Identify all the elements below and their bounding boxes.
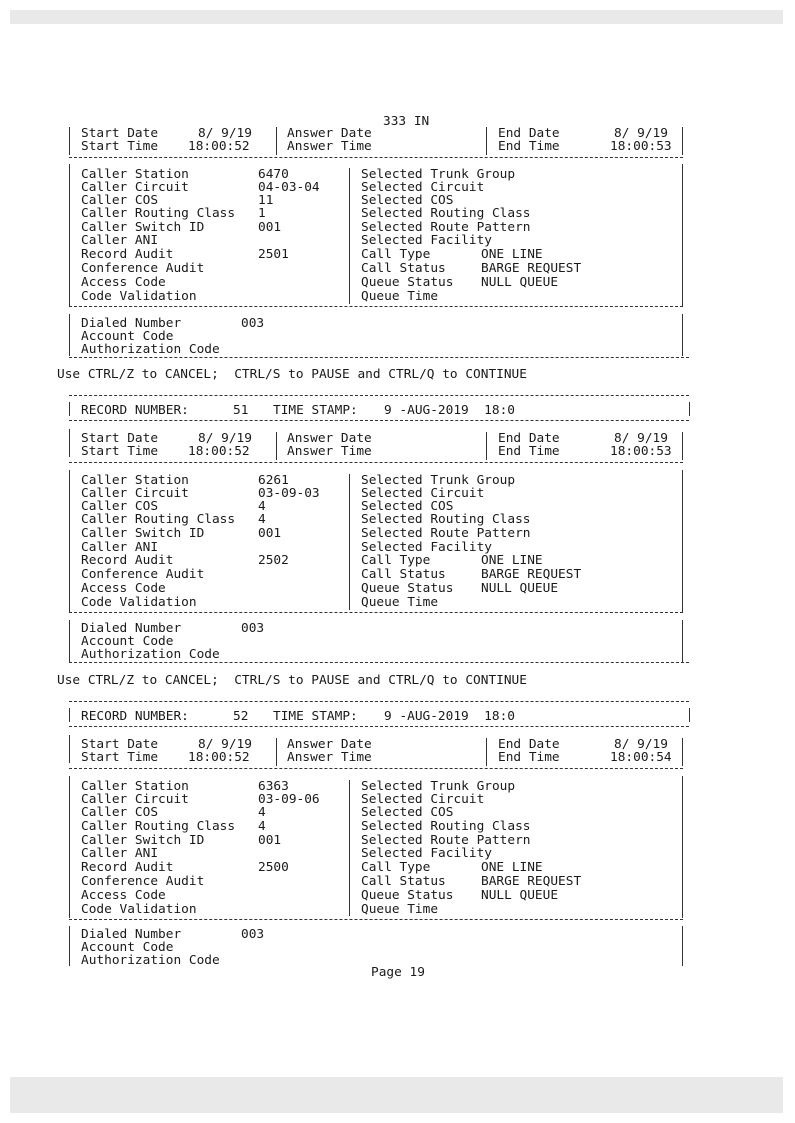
selected-cos-label: Selected COS <box>361 805 454 820</box>
call-status-label: Call Status <box>361 874 446 889</box>
caller-cos-value: 11 <box>258 193 274 208</box>
queue-status-value: NULL QUEUE <box>481 275 559 290</box>
call-status-label: Call Status <box>361 567 446 582</box>
selected-routing-class-label: Selected Routing Class <box>361 819 531 834</box>
caller-station-label: Caller Station <box>81 473 189 488</box>
caller-cos-value: 4 <box>258 805 266 820</box>
caller-routing-class-value: 1 <box>258 206 266 221</box>
end-time-value: 18:00:53 <box>610 444 672 459</box>
caller-cos-label: Caller COS <box>81 499 159 514</box>
account-code-label: Account Code <box>81 634 174 649</box>
end-date-label: End Date <box>498 431 560 446</box>
dialed-number-label: Dialed Number <box>81 316 182 331</box>
start-date-value: 8/ 9/19 <box>198 737 252 752</box>
caller-ani-label: Caller ANI <box>81 233 159 248</box>
start-date-label: Start Date <box>81 431 159 446</box>
code-validation-label: Code Validation <box>81 595 197 610</box>
caller-cos-value: 4 <box>258 499 266 514</box>
call-status-value: BARGE REQUEST <box>481 567 582 582</box>
continue-prompt: Use CTRL/Z to CANCEL; CTRL/S to PAUSE and CTRL/Q to CONTINUE <box>57 367 527 382</box>
call-type-label: Call Type <box>361 553 431 568</box>
conference-audit-label: Conference Audit <box>81 261 205 276</box>
answer-time-label: Answer Time <box>287 750 372 765</box>
start-date-label: Start Date <box>81 737 159 752</box>
end-time-value: 18:00:53 <box>610 139 672 154</box>
queue-status-label: Queue Status <box>361 888 454 903</box>
queue-status-label: Queue Status <box>361 275 454 290</box>
record-audit-value: 2501 <box>258 247 289 262</box>
answer-date-label: Answer Date <box>287 737 372 752</box>
end-date-value: 8/ 9/19 <box>614 737 668 752</box>
selected-route-pattern-label: Selected Route Pattern <box>361 833 531 848</box>
selected-route-pattern-label: Selected Route Pattern <box>361 220 531 235</box>
authorization-code-label: Authorization Code <box>81 953 220 968</box>
end-date-value: 8/ 9/19 <box>614 126 668 141</box>
selected-trunk-group-label: Selected Trunk Group <box>361 473 516 488</box>
queue-status-value: NULL QUEUE <box>481 888 559 903</box>
code-validation-label: Code Validation <box>81 289 197 304</box>
selected-circuit-label: Selected Circuit <box>361 180 485 195</box>
caller-switch-id-value: 001 <box>258 833 282 848</box>
dialed-number-value: 003 <box>241 927 265 942</box>
call-type-value: ONE LINE <box>481 860 543 875</box>
access-code-label: Access Code <box>81 275 166 290</box>
conference-audit-label: Conference Audit <box>81 567 205 582</box>
caller-switch-id-label: Caller Switch ID <box>81 526 205 541</box>
start-date-value: 8/ 9/19 <box>198 126 252 141</box>
record-number-value: 52 <box>233 709 249 724</box>
call-type-label: Call Type <box>361 247 431 262</box>
page-header: 333 IN <box>383 114 430 129</box>
scan-edge-top <box>10 10 783 24</box>
caller-cos-label: Caller COS <box>81 805 159 820</box>
dialed-number-label: Dialed Number <box>81 621 182 636</box>
caller-circuit-value: 03-09-03 <box>258 486 320 501</box>
start-time-value: 18:00:52 <box>188 750 250 765</box>
caller-routing-class-label: Caller Routing Class <box>81 206 236 221</box>
call-type-label: Call Type <box>361 860 431 875</box>
page-footer: Page 19 <box>371 965 425 980</box>
record-number-label: RECORD NUMBER: <box>81 403 189 418</box>
queue-status-label: Queue Status <box>361 581 454 596</box>
caller-routing-class-label: Caller Routing Class <box>81 512 236 527</box>
selected-trunk-group-label: Selected Trunk Group <box>361 167 516 182</box>
dialed-number-value: 003 <box>241 621 265 636</box>
selected-trunk-group-label: Selected Trunk Group <box>361 779 516 794</box>
code-validation-label: Code Validation <box>81 902 197 917</box>
answer-date-label: Answer Date <box>287 126 372 141</box>
selected-cos-label: Selected COS <box>361 193 454 208</box>
call-status-label: Call Status <box>361 261 446 276</box>
queue-time-label: Queue Time <box>361 289 439 304</box>
caller-ani-label: Caller ANI <box>81 540 159 555</box>
start-date-label: Start Date <box>81 126 159 141</box>
end-time-label: End Time <box>498 750 560 765</box>
selected-routing-class-label: Selected Routing Class <box>361 512 531 527</box>
end-time-label: End Time <box>498 139 560 154</box>
time-stamp-value: 9 -AUG-2019 18:0 <box>384 709 515 724</box>
record-audit-value: 2502 <box>258 553 289 568</box>
authorization-code-label: Authorization Code <box>81 647 220 662</box>
call-type-value: ONE LINE <box>481 247 543 262</box>
queue-time-label: Queue Time <box>361 902 439 917</box>
start-time-value: 18:00:52 <box>188 139 250 154</box>
selected-circuit-label: Selected Circuit <box>361 792 485 807</box>
call-type-value: ONE LINE <box>481 553 543 568</box>
start-time-label: Start Time <box>81 139 159 154</box>
account-code-label: Account Code <box>81 940 174 955</box>
call-status-value: BARGE REQUEST <box>481 261 582 276</box>
answer-time-label: Answer Time <box>287 139 372 154</box>
queue-time-label: Queue Time <box>361 595 439 610</box>
caller-switch-id-value: 001 <box>258 220 282 235</box>
caller-circuit-label: Caller Circuit <box>81 180 189 195</box>
selected-facility-label: Selected Facility <box>361 846 492 861</box>
selected-facility-label: Selected Facility <box>361 540 492 555</box>
caller-ani-label: Caller ANI <box>81 846 159 861</box>
caller-routing-class-value: 4 <box>258 512 266 527</box>
selected-circuit-label: Selected Circuit <box>361 486 485 501</box>
call-status-value: BARGE REQUEST <box>481 874 582 889</box>
continue-prompt: Use CTRL/Z to CANCEL; CTRL/S to PAUSE and CTRL/Q to CONTINUE <box>57 673 527 688</box>
start-time-value: 18:00:52 <box>188 444 250 459</box>
scan-edge-bottom <box>10 1077 783 1113</box>
end-date-value: 8/ 9/19 <box>614 431 668 446</box>
caller-station-label: Caller Station <box>81 779 189 794</box>
caller-station-value: 6470 <box>258 167 289 182</box>
answer-time-label: Answer Time <box>287 444 372 459</box>
caller-circuit-value: 04-03-04 <box>258 180 320 195</box>
dialed-number-label: Dialed Number <box>81 927 182 942</box>
account-code-label: Account Code <box>81 329 174 344</box>
caller-station-label: Caller Station <box>81 167 189 182</box>
start-time-label: Start Time <box>81 750 159 765</box>
queue-status-value: NULL QUEUE <box>481 581 559 596</box>
time-stamp-label: TIME STAMP: <box>273 709 358 724</box>
selected-cos-label: Selected COS <box>361 499 454 514</box>
conference-audit-label: Conference Audit <box>81 874 205 889</box>
record-audit-value: 2500 <box>258 860 289 875</box>
access-code-label: Access Code <box>81 888 166 903</box>
selected-routing-class-label: Selected Routing Class <box>361 206 531 221</box>
caller-station-value: 6261 <box>258 473 289 488</box>
record-audit-label: Record Audit <box>81 553 174 568</box>
caller-routing-class-value: 4 <box>258 819 266 834</box>
dialed-number-value: 003 <box>241 316 265 331</box>
caller-cos-label: Caller COS <box>81 193 159 208</box>
authorization-code-label: Authorization Code <box>81 342 220 357</box>
caller-circuit-label: Caller Circuit <box>81 792 189 807</box>
caller-circuit-value: 03-09-06 <box>258 792 320 807</box>
caller-circuit-label: Caller Circuit <box>81 486 189 501</box>
end-time-label: End Time <box>498 444 560 459</box>
record-number-value: 51 <box>233 403 249 418</box>
time-stamp-value: 9 -AUG-2019 18:0 <box>384 403 515 418</box>
end-time-value: 18:00:54 <box>610 750 672 765</box>
caller-switch-id-label: Caller Switch ID <box>81 833 205 848</box>
start-date-value: 8/ 9/19 <box>198 431 252 446</box>
selected-facility-label: Selected Facility <box>361 233 492 248</box>
access-code-label: Access Code <box>81 581 166 596</box>
answer-date-label: Answer Date <box>287 431 372 446</box>
end-date-label: End Date <box>498 126 560 141</box>
record-audit-label: Record Audit <box>81 247 174 262</box>
end-date-label: End Date <box>498 737 560 752</box>
time-stamp-label: TIME STAMP: <box>273 403 358 418</box>
caller-station-value: 6363 <box>258 779 289 794</box>
start-time-label: Start Time <box>81 444 159 459</box>
selected-route-pattern-label: Selected Route Pattern <box>361 526 531 541</box>
record-number-label: RECORD NUMBER: <box>81 709 189 724</box>
caller-switch-id-label: Caller Switch ID <box>81 220 205 235</box>
caller-switch-id-value: 001 <box>258 526 282 541</box>
caller-routing-class-label: Caller Routing Class <box>81 819 236 834</box>
record-audit-label: Record Audit <box>81 860 174 875</box>
